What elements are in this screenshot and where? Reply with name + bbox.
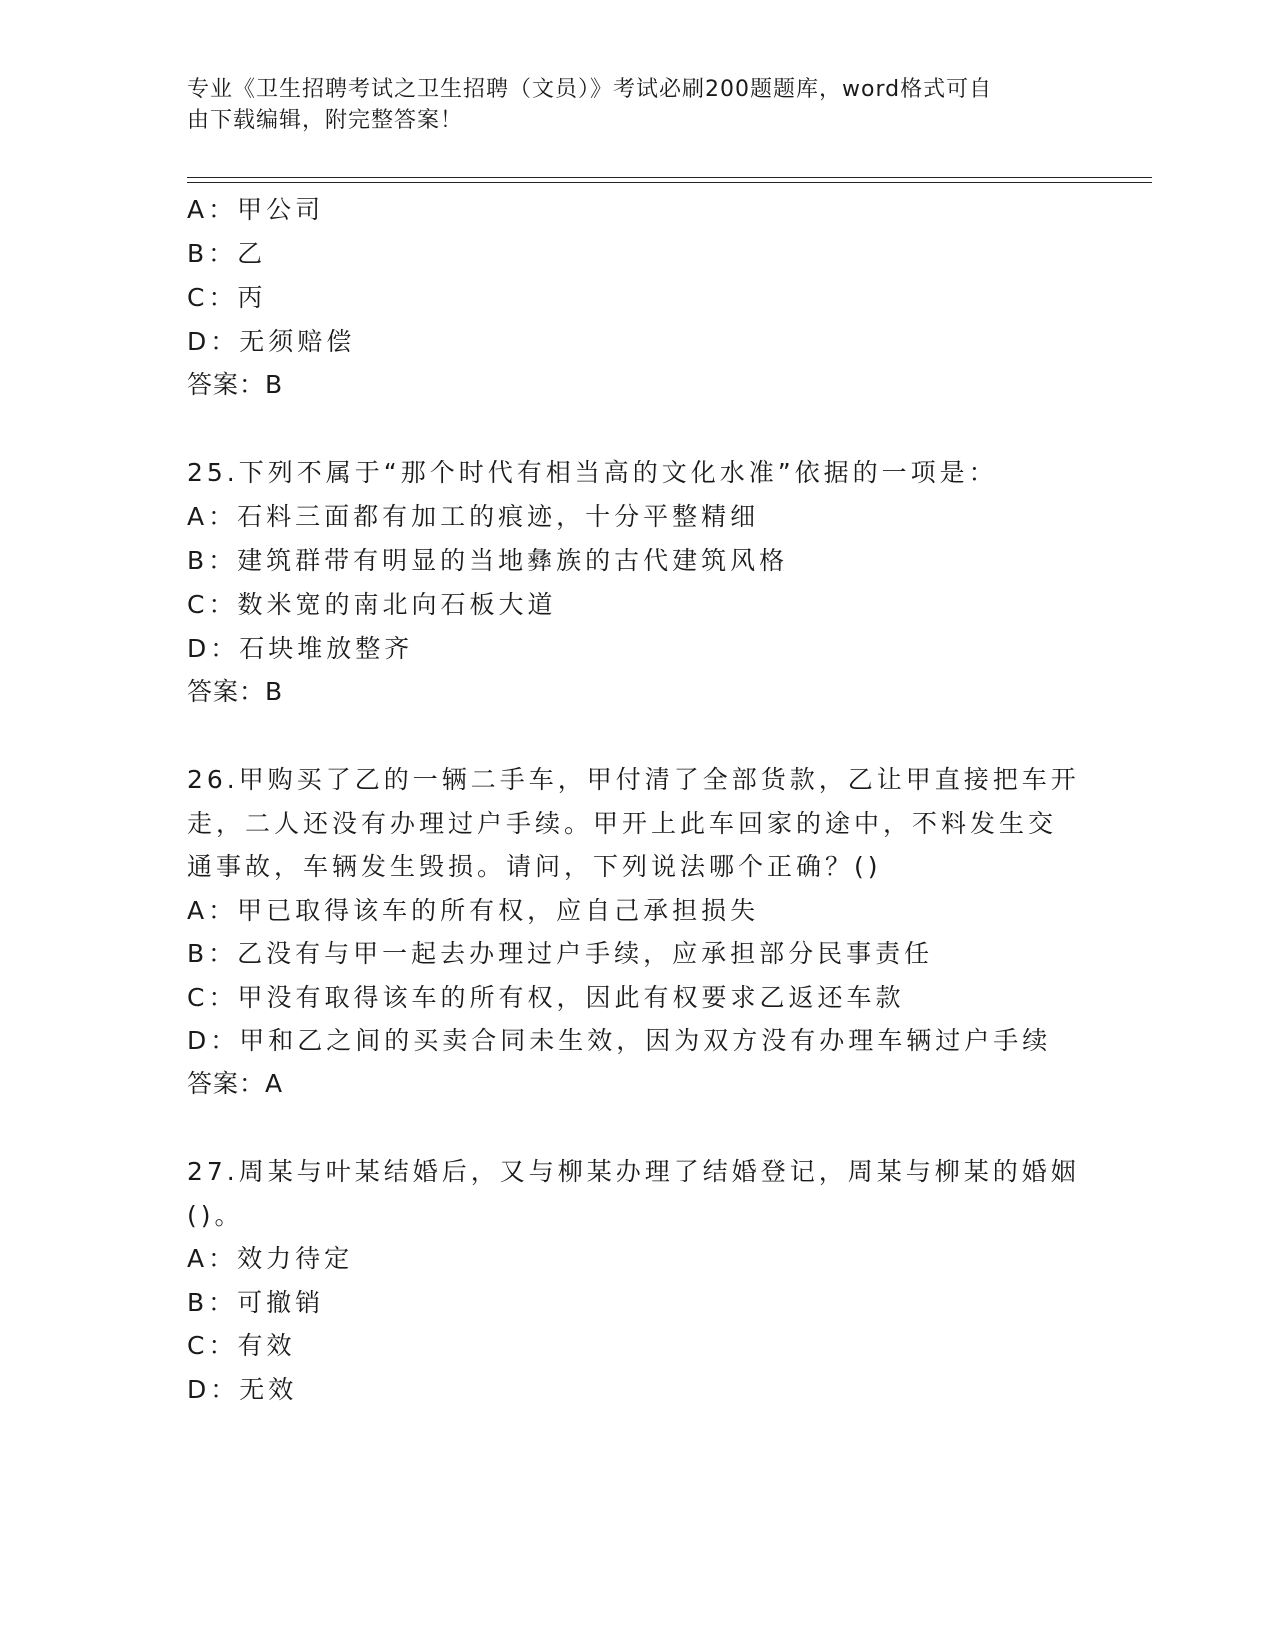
q25-stem: 25.下列不属于“那个时代有相当高的文化水准”依据的一项是： <box>187 458 998 487</box>
q26-option-b: B：乙没有与甲一起去办理过户手续，应承担部分民事责任 <box>187 939 934 968</box>
q26-stem-line-3: 通事故，车辆发生毁损。请问，下列说法哪个正确？() <box>187 852 882 881</box>
q27-option-a: A：效力待定 <box>187 1244 354 1273</box>
q25-option-c: C：数米宽的南北向石板大道 <box>187 590 557 619</box>
q24-option-b: B：乙 <box>187 239 267 268</box>
q25-answer: 答案：B <box>187 677 284 706</box>
q27-option-d: D：无效 <box>187 1375 298 1404</box>
q26-answer: 答案：A <box>187 1069 284 1098</box>
q27-option-b: B：可撤销 <box>187 1288 325 1317</box>
q24-option-d: D：无须赔偿 <box>187 327 356 356</box>
q25-option-b: B：建筑群带有明显的当地彝族的古代建筑风格 <box>187 546 789 575</box>
q26-option-a: A：甲已取得该车的所有权，应自己承担损失 <box>187 896 760 925</box>
q26-stem-line-1: 26.甲购买了乙的一辆二手车，甲付清了全部货款，乙让甲直接把车开 <box>187 765 1080 794</box>
q26-option-c: C：甲没有取得该车的所有权，因此有权要求乙返还车款 <box>187 983 905 1012</box>
header-line-1: 专业《卫生招聘考试之卫生招聘（文员）》考试必刷200题题库，word格式可自 <box>187 77 993 102</box>
q24-option-a: A：甲公司 <box>187 195 325 224</box>
header-divider-bottom <box>187 182 1152 183</box>
q26-option-d: D：甲和乙之间的买卖合同未生效，因为双方没有办理车辆过户手续 <box>187 1026 1052 1055</box>
q25-option-a: A：石料三面都有加工的痕迹，十分平整精细 <box>187 502 760 531</box>
q26-stem-line-2: 走，二人还没有办理过户手续。甲开上此车回家的途中，不料发生交 <box>187 809 1058 838</box>
header-divider-top <box>187 177 1152 178</box>
q27-stem-line-1: 27.周某与叶某结婚后，又与柳某办理了结婚登记，周某与柳某的婚姻 <box>187 1157 1080 1186</box>
q27-stem-line-2: ()。 <box>187 1201 244 1230</box>
q24-answer: 答案：B <box>187 370 284 399</box>
header-line-2: 由下载编辑，附完整答案！ <box>187 108 464 133</box>
document-header <box>187 74 1067 136</box>
q27-option-c: C：有效 <box>187 1331 296 1360</box>
q25-option-d: D：石块堆放整齐 <box>187 634 414 663</box>
q24-option-c: C：丙 <box>187 283 267 312</box>
